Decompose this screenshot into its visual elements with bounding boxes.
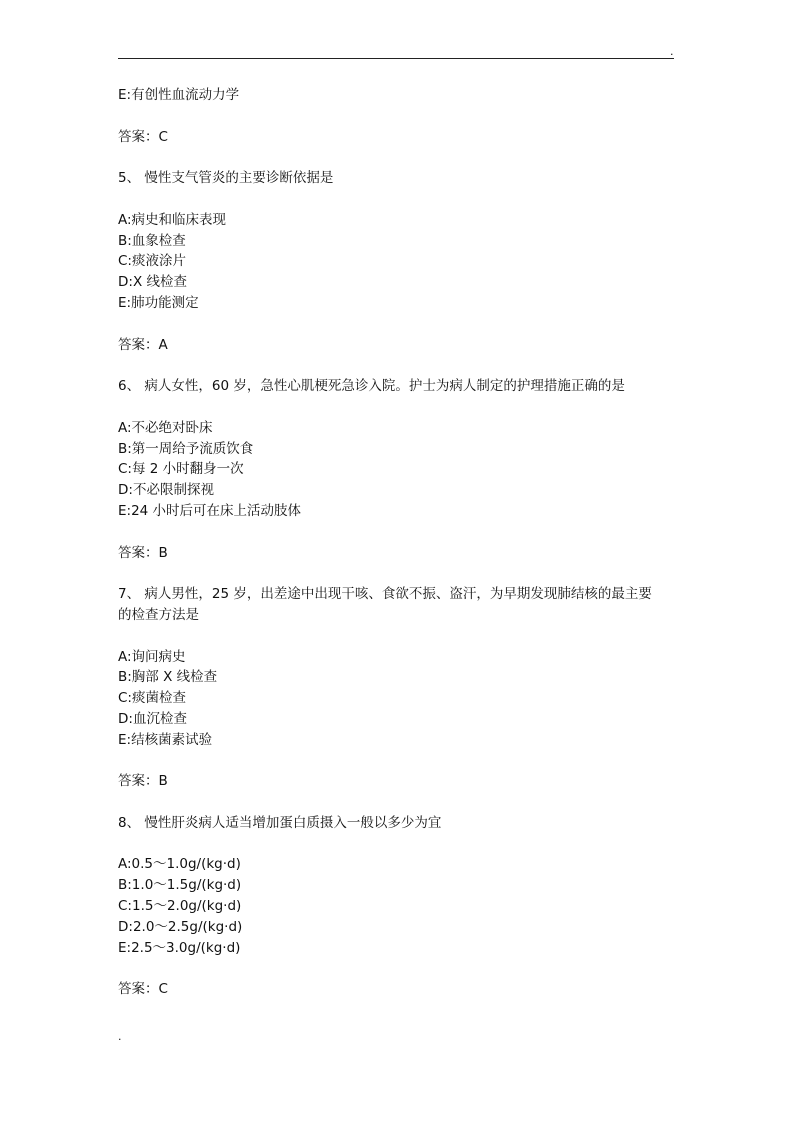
option-line: A:病史和临床表现 — [118, 211, 227, 228]
answer-line: 答案：A — [118, 336, 168, 353]
option-line: E:肺功能测定 — [118, 294, 199, 311]
answer-line: 答案：B — [118, 544, 168, 561]
question-6: 6、 病人女性，60 岁，急性心肌梗死急诊入院。护士为病人制定的护理措施正确的是 — [118, 378, 625, 395]
footer-marker: . — [118, 1030, 122, 1043]
spacer — [118, 834, 688, 855]
text-line: E:有创性血流动力学 — [118, 87, 240, 103]
spacer — [118, 751, 688, 772]
option-line: B:胸部 X 线检查 — [118, 669, 218, 686]
spacer — [118, 792, 688, 813]
spacer — [118, 106, 688, 127]
answer-line: 答案：B — [118, 773, 168, 790]
option-line: A:询问病史 — [118, 648, 186, 665]
question-7: 7、 病人男性，25 岁，出差途中出现干咳、食欲不振、盗汗，为早期发现肺结核的最主要 — [118, 586, 652, 603]
spacer — [118, 626, 688, 647]
option-line: D:血沉检查 — [118, 710, 187, 727]
option-line: C:痰菌检查 — [118, 690, 186, 707]
answer-line: 答案：C — [118, 981, 168, 998]
header-marker: . — [670, 45, 674, 58]
option-line: E:结核菌素试验 — [118, 731, 213, 748]
question-8: 8、 慢性肝炎病人适当增加蛋白质摄入一般以多少为宜 — [118, 814, 442, 831]
option-line: A:0.5～1.0g/(kg·d) — [118, 856, 241, 873]
option-line: C:痰液涂片 — [118, 253, 186, 270]
spacer — [118, 189, 688, 210]
option-line: A:不必绝对卧床 — [118, 419, 213, 436]
spacer — [118, 355, 688, 376]
question-5: 5、 慢性支气管炎的主要诊断依据是 — [118, 170, 334, 187]
option-line: D:不必限制探视 — [118, 482, 214, 499]
option-line: C:每 2 小时翻身一次 — [118, 461, 244, 478]
header-rule — [118, 58, 674, 59]
option-line: E:2.5～3.0g/(kg·d) — [118, 939, 241, 956]
spacer — [118, 958, 688, 979]
question-7-continued: 的检查方法是 — [118, 606, 199, 623]
page-content — [118, 85, 688, 1000]
spacer — [118, 314, 688, 335]
option-line: B:1.0～1.5g/(kg·d) — [118, 877, 242, 894]
option-line: E:24 小时后可在床上活动肢体 — [118, 502, 302, 519]
spacer — [118, 397, 688, 418]
option-line: B:第一周给予流质饮食 — [118, 440, 254, 457]
spacer — [118, 563, 688, 584]
option-line: B:血象检查 — [118, 232, 186, 249]
option-line: D:2.0～2.5g/(kg·d) — [118, 918, 243, 935]
answer-line: 答案：C — [118, 128, 168, 145]
spacer — [118, 522, 688, 543]
option-line: D:X 线检查 — [118, 274, 187, 291]
option-line: C:1.5～2.0g/(kg·d) — [118, 898, 242, 915]
spacer — [118, 147, 688, 168]
